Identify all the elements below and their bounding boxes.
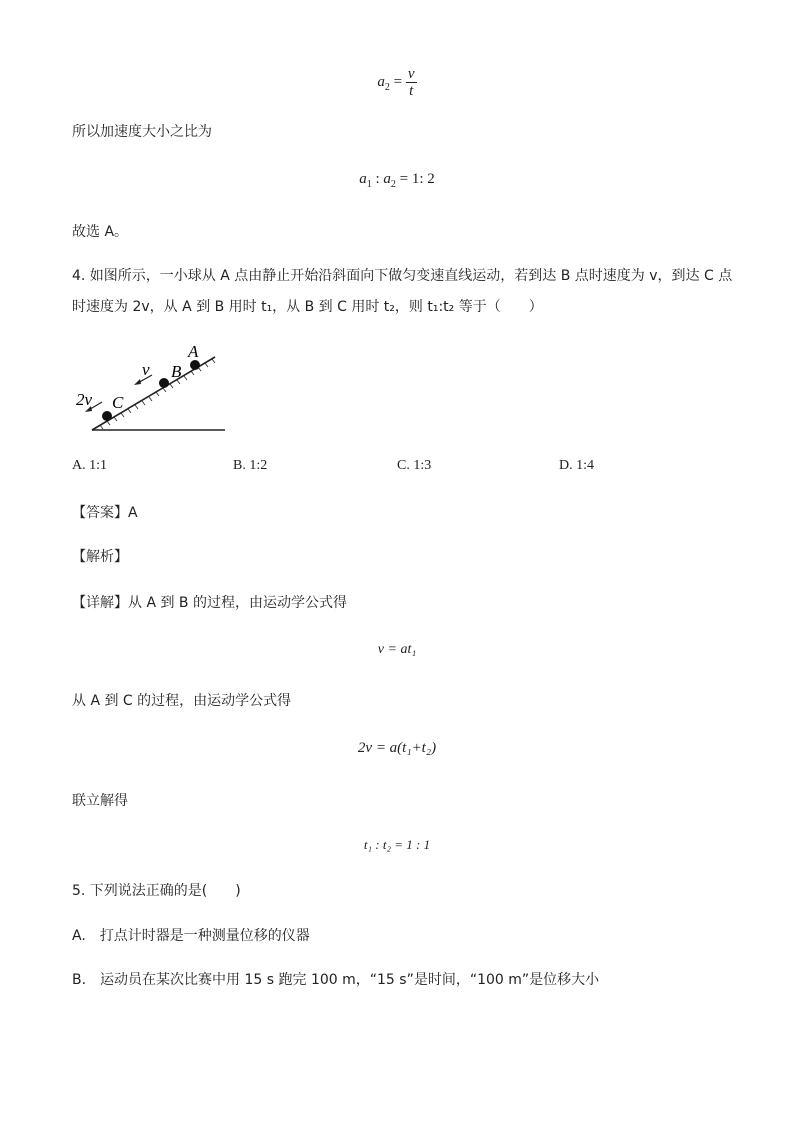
option-A: A. 1:1 (72, 458, 107, 473)
equation-a2 (0, 66, 794, 99)
eq-ratio-sub2: 2 (390, 179, 396, 190)
incline-diagram (70, 335, 240, 440)
eq-a2-numerator: v (407, 66, 415, 82)
detail-line2: 从 A 到 C 的过程，由运动学公式得 (72, 693, 292, 709)
analysis-heading: 【解析】 (72, 549, 128, 565)
eq-ratio-a2: a (383, 171, 391, 187)
equation-v-at1: v = at₁ (377, 642, 417, 657)
answer-text: 【答案】A (72, 505, 138, 521)
q4-stem-line1: 4. 如图所示，一小球从 A 点由静止开始沿斜面向下做匀变速直线运动，若到达 B 点时速度为 v，到达 C 点 (72, 268, 733, 284)
eq-ratio-sub1: 1 (366, 179, 372, 190)
option-C: C. 1:3 (397, 458, 432, 473)
label-v: v (142, 360, 150, 379)
option-D: D. 1:4 (559, 458, 594, 473)
label-C: C (112, 393, 124, 412)
q5-option-A: A. 打点计时器是一种测量位移的仪器 (72, 928, 310, 944)
equation-t-ratio: t₁ : t₂ = 1 : 1 (363, 837, 431, 852)
eq-a2-denominator: t (409, 83, 414, 99)
q4-stem-line2: 时速度为 2v，从 A 到 B 用时 t₁，从 B 到 C 用时 t₂，则 t₁:t₂ 等于（ ） (72, 299, 543, 315)
eq-ratio-a1: a (359, 171, 367, 187)
q5-option-B: B. 运动员在某次比赛中用 15 s 跑完 100 m，“15 s”是时间，“100 m”是位移大小 (72, 972, 600, 988)
option-B: B. 1:2 (233, 458, 268, 473)
eq-ratio-rhs: = 1: 2 (399, 171, 435, 187)
ball-B (159, 378, 169, 388)
choose-answer-text: 故选 A。 (72, 224, 129, 240)
arrow-v-head (134, 379, 141, 385)
ball-A (190, 360, 200, 370)
eq-a2-equals: = (393, 73, 403, 90)
equation-ratio (0, 171, 794, 190)
detail-line1: 【详解】从 A 到 B 的过程，由运动学公式得 (72, 595, 347, 611)
ball-C (102, 411, 112, 421)
equation-2v: 2v = a(t₁+t₂) (357, 740, 437, 756)
eq-a2-lhs: a (377, 73, 385, 90)
ratio-intro-text: 所以加速度大小之比为 (72, 124, 212, 140)
label-B: B (171, 362, 182, 381)
q5-stem: 5. 下列说法正确的是( ) (72, 883, 241, 899)
eq-ratio-colon: : (375, 171, 380, 187)
eq-a2-fraction (406, 66, 417, 99)
detail-line3: 联立解得 (72, 793, 128, 809)
label-A: A (188, 342, 199, 361)
label-2v: 2v (76, 390, 93, 409)
eq-a2-sub: 2 (384, 81, 390, 93)
